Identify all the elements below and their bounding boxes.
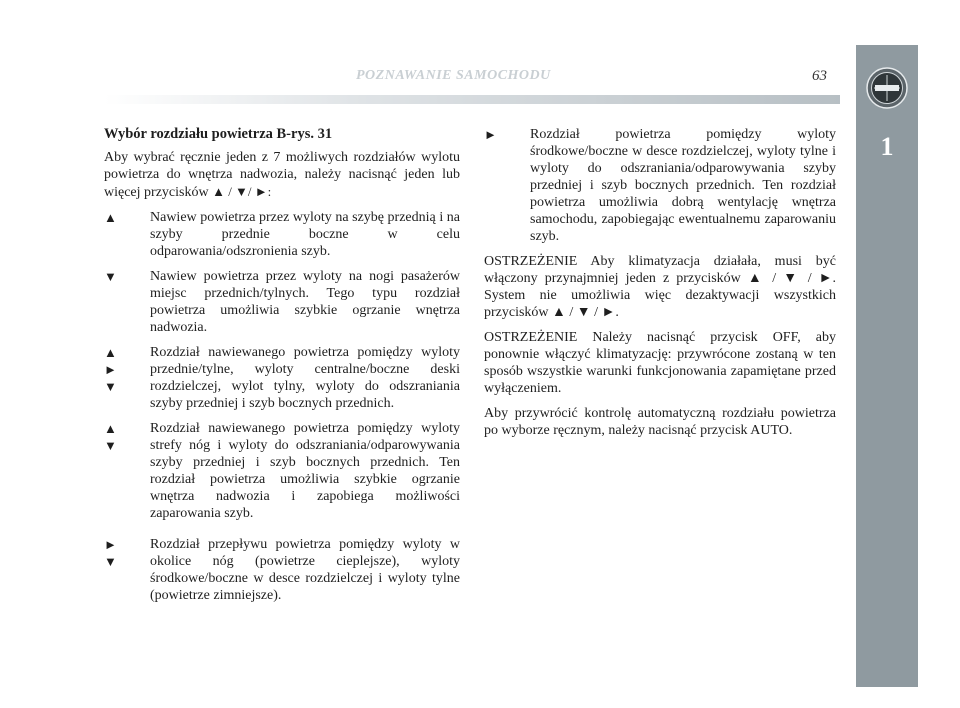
chapter-number: 1 [880, 132, 894, 161]
item-icons [484, 126, 530, 245]
header-rule [104, 95, 840, 104]
intro-paragraph [104, 149, 460, 201]
item-icons [104, 420, 150, 522]
list-item [104, 268, 460, 336]
item-text: Rozdział nawiewanego powietrza pomiędzy wyloty strefy nóg i wyloty do odszraniania/odparowywania szyby przedniej i szyb bocznych przednich. Ten rozdział powietrza umożliwia szybkie ogrzanie wnętrza nadwozia i zapobiega możliwości zaparowania szyb. [150, 421, 460, 521]
arrow-up-icon: ▲ [104, 421, 117, 436]
arrow-down-icon: ▼ [104, 554, 117, 569]
list-item [104, 536, 460, 604]
item-text: Rozdział przepływu powietrza pomiędzy wyloty w okolice nóg (powietrze cieplejsze), wyloty środkowe/boczne w desce rozdzielczej i wyloty tylne (powietrze zimniejsze). [150, 537, 460, 603]
item-text: Rozdział nawiewanego powietrza pomiędzy wyloty przednie/tylne, wyloty centralne/boczne deski rozdzielczej, wylot tylny, wyloty do odszraniania szyby przedniej i szyb bocznych przednich. [150, 345, 460, 411]
item-text: Rozdział powietrza pomiędzy wyloty środkowe/boczne w desce rozdzielczej, wyloty tylne i wyloty do odszraniania/odparowywania szyby przedniej i szyb bocznych przednich. Ten rozdział powietrza umożliwia dobrą wentylację wnętrza samochodu, zapobiegając ewentualnemu zaparowaniu szyb. [530, 127, 836, 244]
arrow-right-icon: ► [104, 362, 117, 377]
arrow-down-icon: ▼ [104, 438, 117, 453]
list-item [104, 420, 460, 522]
arrow-right-icon: ► [104, 537, 117, 552]
arrow-down-icon: ▼ [104, 379, 117, 394]
item-icons [104, 536, 150, 604]
list-item [104, 344, 460, 412]
list-item [484, 126, 836, 245]
running-header: POZNAWANIE SAMOCHODU [356, 68, 551, 83]
note-paragraph: Aby przywrócić kontrolę automatyczną rozdziału powietrza po wyborze ręcznym, należy nacisnąć przycisk AUTO. [484, 406, 836, 438]
lancia-logo-icon [866, 67, 908, 109]
arrow-up-icon: ▲ [104, 210, 117, 225]
intro-symbols: ▲ / ▼/ ►: [212, 184, 272, 199]
item-icons [104, 268, 150, 336]
list-item [104, 209, 460, 260]
left-column [104, 126, 460, 612]
arrow-down-icon: ▼ [104, 269, 117, 284]
item-icons [104, 209, 150, 260]
intro-text: Aby wybrać ręcznie jeden z 7 możliwych rozdziałów wylotu powietrza do wnętrza nadwozia, należy nacisnąć jeden lub więcej przycisków [104, 150, 460, 200]
arrow-right-icon: ► [484, 127, 497, 142]
warning-paragraph: OSTRZEŻENIE Aby klimatyzacja działała, musi być włączony przynajmniej jeden z przycisków ▲ / ▼ / ►. System nie umożliwia więc dezaktywacji wszystkich przycisków ▲ / ▼ / ►. [484, 254, 836, 320]
page-number: 63 [812, 68, 827, 84]
item-text: Nawiew powietrza przez wyloty na szybę przednią i na szyby przednie boczne w celu odparowania/odszronienia szyb. [150, 210, 460, 259]
warning-paragraph: OSTRZEŻENIE Należy nacisnąć przycisk OFF, aby ponownie włączyć klimatyzację: przywrócone zostaną w ten sposób wszystkie warunki funkcjonowania zapamiętane przed wyłączeniem. [484, 330, 836, 396]
item-icons [104, 344, 150, 412]
arrow-up-icon: ▲ [104, 345, 117, 360]
right-column [484, 126, 836, 447]
section-title: Wybór rozdziału powietrza B-rys. 31 [104, 126, 333, 142]
item-text: Nawiew powietrza przez wyloty na nogi pasażerów miejsc przednich/tylnych. Tego typu rozdział powietrza umożliwia szybkie ogrzanie wnętrza nadwozia. [150, 269, 460, 335]
